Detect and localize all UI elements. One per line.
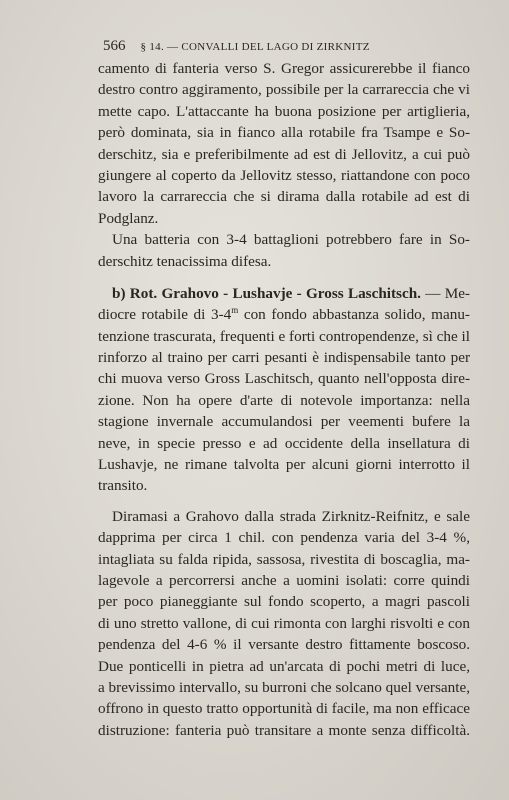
text-line: dapprima per circa 1 chil. con pendenza varia del 3-4 %, xyxy=(98,529,470,547)
paragraph-2 xyxy=(98,229,470,272)
text-line: offrono in questo tratto opportunità di facile, ma non efficace xyxy=(98,700,470,718)
text-line: mette capo. L'attaccante ha buona posizione per artiglieria, xyxy=(98,102,470,120)
text-line: derschitz tenacissima difesa. xyxy=(98,252,272,270)
text-line: pendenza del 4-6 % il versante destro fittamente boscoso. xyxy=(98,636,470,654)
text-line: neve, in specie presso e ad occidente della insellatura di xyxy=(98,434,470,452)
text-line xyxy=(98,304,470,325)
running-head: § 14. — CONVALLI DEL LAGO DI ZIRKNITZ xyxy=(140,41,370,53)
page-number: 566 xyxy=(103,38,126,54)
text-fragment: con fondo abbastanza solido, manu- xyxy=(238,306,470,324)
text-line: camento di fanteria verso S. Gregor assicurerebbe il fianco xyxy=(98,60,470,77)
text-line: lagevole a percorrersi anche a uomini isolati: corre quindi xyxy=(98,571,470,589)
paragraph-4 xyxy=(98,506,470,741)
heading-tail: — Me- xyxy=(420,284,470,302)
text-line: Podglanz. xyxy=(98,209,159,227)
text-line: Una batteria con 3-4 battaglioni potrebbero fare in So- xyxy=(112,231,470,249)
section-heading: b) Rot. Grahovo - Lushavje - Gross Laschitsch. xyxy=(112,284,421,302)
text-line: lavoro la carrareccia che si dirama dalla rotabile ad est di xyxy=(98,188,470,206)
text-line: distruzione: fanteria può transitare a monte senza difficoltà. xyxy=(98,721,470,739)
text-line: zione. Non ha opere d'arte di notevole importanza: nella xyxy=(98,391,470,409)
text-line: derschitz, sia e preferibilmente ad est di Jellovitz, a cui può xyxy=(98,145,470,163)
page-header xyxy=(103,38,473,58)
text-line: transito. xyxy=(98,477,148,495)
superscript: m xyxy=(231,305,239,316)
body-text xyxy=(98,58,470,741)
text-line: chi muova verso Gross Laschitsch, quanto nell'opposta dire- xyxy=(98,370,470,388)
text-line: di uno stretto vallone, di cui rimonta con larghi risvolti e con xyxy=(98,614,470,632)
paragraph-1 xyxy=(98,58,470,229)
section-heading-line xyxy=(98,283,470,304)
text-line: giungere al coperto da Jellovitz stesso, riattandone con poco xyxy=(98,166,470,184)
text-line: Due ponticelli in pietra ad un'arcata di pochi metri di luce, xyxy=(98,657,470,675)
text-fragment: diocre rotabile di 3-4 xyxy=(98,306,232,324)
text-line: rinforzo al traino per carri pesanti è indispensabile tanto per xyxy=(98,349,470,367)
text-line: intagliata su falda ripida, sassosa, rivestita di boscaglia, ma- xyxy=(98,550,470,568)
text-line: Lushavje, ne rimane talvolta per alcuni giorni interrotto il xyxy=(98,456,470,474)
text-line: tenzione trascurata, frequenti e forti contropendenze, sì che il xyxy=(98,327,470,345)
text-line: stagione invernale accumulandosi per veementi bufere la xyxy=(98,413,470,431)
text-line: destro contro aggiramento, possibile per la carrareccia che vi xyxy=(98,81,470,99)
paragraph-3 xyxy=(98,283,470,497)
text-line: però dominata, sia in fianco alla rotabile fra Tsampe e So- xyxy=(98,124,470,142)
text-line: per poco pianeggiante sul fondo scoperto, a magri pascoli xyxy=(98,593,470,611)
text-line: Diramasi a Grahovo dalla strada Zirknitz-Reifnitz, e sale xyxy=(112,507,470,525)
text-line: a brevissimo intervallo, su burroni che solcano quel versante, xyxy=(98,678,470,696)
